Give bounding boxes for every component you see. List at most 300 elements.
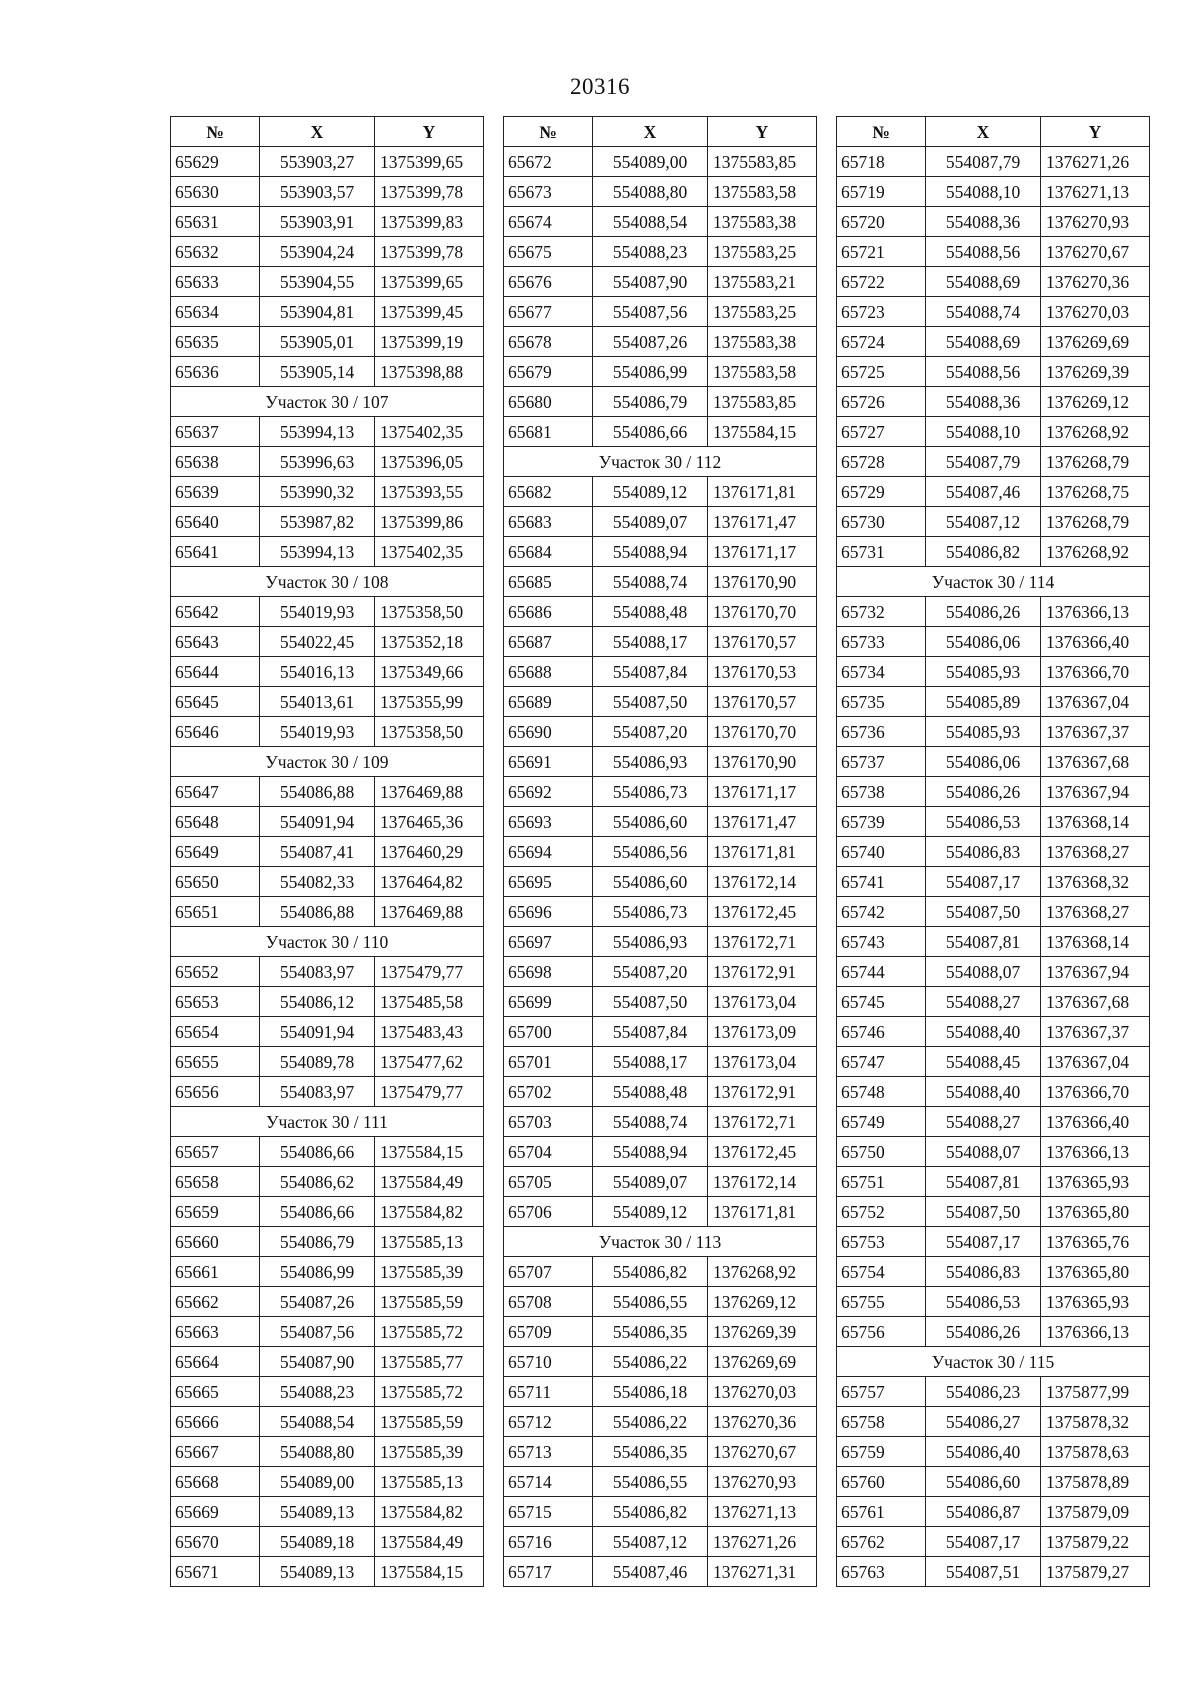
y-coordinate-cell: 1376172,71 bbox=[708, 927, 817, 957]
point-number-cell: 65652 bbox=[171, 957, 260, 987]
point-number-cell: 65656 bbox=[171, 1077, 260, 1107]
point-number-cell: 65744 bbox=[837, 957, 926, 987]
y-coordinate-cell: 1376464,82 bbox=[375, 867, 484, 897]
table-row bbox=[837, 657, 1150, 687]
x-coordinate-cell: 554086,99 bbox=[260, 1257, 375, 1287]
table-row bbox=[837, 717, 1150, 747]
point-number-cell: 65633 bbox=[171, 267, 260, 297]
point-number-cell: 65667 bbox=[171, 1437, 260, 1467]
point-number-cell: 65675 bbox=[504, 237, 593, 267]
x-coordinate-cell: 554087,17 bbox=[926, 1527, 1041, 1557]
y-coordinate-cell: 1376171,17 bbox=[708, 777, 817, 807]
x-coordinate-cell: 554087,79 bbox=[926, 147, 1041, 177]
point-number-cell: 65702 bbox=[504, 1077, 593, 1107]
page-number: 20316 bbox=[570, 74, 630, 99]
y-coordinate-cell: 1375584,49 bbox=[375, 1527, 484, 1557]
table-row bbox=[504, 207, 817, 237]
y-coordinate-cell: 1376365,80 bbox=[1041, 1257, 1150, 1287]
y-coordinate-cell: 1376365,76 bbox=[1041, 1227, 1150, 1257]
table-row bbox=[504, 1047, 817, 1077]
point-number-cell: 65748 bbox=[837, 1077, 926, 1107]
point-number-cell: 65710 bbox=[504, 1347, 593, 1377]
x-coordinate-cell: 554085,93 bbox=[926, 657, 1041, 687]
point-number-cell: 65724 bbox=[837, 327, 926, 357]
point-number-cell: 65693 bbox=[504, 807, 593, 837]
section-row bbox=[504, 447, 817, 477]
y-coordinate-cell: 1375583,85 bbox=[708, 147, 817, 177]
point-number-cell: 65631 bbox=[171, 207, 260, 237]
table-row bbox=[837, 957, 1150, 987]
table-row bbox=[504, 537, 817, 567]
coordinate-table-2 bbox=[503, 116, 817, 1587]
x-coordinate-cell: 554086,88 bbox=[260, 777, 375, 807]
x-coordinate-cell: 554083,97 bbox=[260, 957, 375, 987]
x-coordinate-cell: 554089,07 bbox=[593, 1167, 708, 1197]
point-number-cell: 65678 bbox=[504, 327, 593, 357]
y-coordinate-cell: 1375583,85 bbox=[708, 387, 817, 417]
x-coordinate-cell: 553903,27 bbox=[260, 147, 375, 177]
table-row bbox=[504, 1167, 817, 1197]
x-coordinate-cell: 554086,93 bbox=[593, 747, 708, 777]
x-coordinate-cell: 554086,56 bbox=[593, 837, 708, 867]
point-number-cell: 65714 bbox=[504, 1467, 593, 1497]
x-coordinate-cell: 553903,57 bbox=[260, 177, 375, 207]
section-title: Участок 30 / 110 bbox=[171, 927, 484, 957]
x-coordinate-cell: 554086,79 bbox=[260, 1227, 375, 1257]
y-coordinate-cell: 1376269,69 bbox=[1041, 327, 1150, 357]
point-number-cell: 65677 bbox=[504, 297, 593, 327]
table-row bbox=[837, 357, 1150, 387]
point-number-cell: 65670 bbox=[171, 1527, 260, 1557]
point-number-cell: 65732 bbox=[837, 597, 926, 627]
x-coordinate-cell: 554087,20 bbox=[593, 717, 708, 747]
point-number-cell: 65655 bbox=[171, 1047, 260, 1077]
point-number-cell: 65665 bbox=[171, 1377, 260, 1407]
header-row bbox=[504, 117, 817, 147]
x-coordinate-cell: 554086,26 bbox=[926, 597, 1041, 627]
point-number-cell: 65711 bbox=[504, 1377, 593, 1407]
x-coordinate-cell: 554088,54 bbox=[593, 207, 708, 237]
y-coordinate-cell: 1376269,39 bbox=[708, 1317, 817, 1347]
x-coordinate-cell: 554086,26 bbox=[926, 1317, 1041, 1347]
y-coordinate-cell: 1375585,13 bbox=[375, 1467, 484, 1497]
point-number-cell: 65720 bbox=[837, 207, 926, 237]
table-row bbox=[837, 297, 1150, 327]
section-row bbox=[837, 1347, 1150, 1377]
x-coordinate-cell: 554089,07 bbox=[593, 507, 708, 537]
table-row bbox=[171, 1347, 484, 1377]
y-coordinate-cell: 1375585,72 bbox=[375, 1377, 484, 1407]
header-number: № bbox=[837, 117, 926, 147]
table-row bbox=[171, 1437, 484, 1467]
table-row bbox=[837, 807, 1150, 837]
point-number-cell: 65687 bbox=[504, 627, 593, 657]
table-row bbox=[504, 687, 817, 717]
x-coordinate-cell: 554088,40 bbox=[926, 1077, 1041, 1107]
x-coordinate-cell: 554087,26 bbox=[260, 1287, 375, 1317]
table-row bbox=[837, 1437, 1150, 1467]
point-number-cell: 65692 bbox=[504, 777, 593, 807]
table-row bbox=[504, 1407, 817, 1437]
point-number-cell: 65651 bbox=[171, 897, 260, 927]
point-number-cell: 65673 bbox=[504, 177, 593, 207]
header-y: Y bbox=[1041, 117, 1150, 147]
table-row bbox=[171, 1377, 484, 1407]
table-row bbox=[504, 1467, 817, 1497]
y-coordinate-cell: 1375393,55 bbox=[375, 477, 484, 507]
y-coordinate-cell: 1376170,70 bbox=[708, 597, 817, 627]
y-coordinate-cell: 1376367,68 bbox=[1041, 747, 1150, 777]
header-number: № bbox=[171, 117, 260, 147]
x-coordinate-cell: 554088,27 bbox=[926, 987, 1041, 1017]
table-row bbox=[504, 777, 817, 807]
x-coordinate-cell: 554087,20 bbox=[593, 957, 708, 987]
table-row bbox=[171, 1227, 484, 1257]
y-coordinate-cell: 1375583,58 bbox=[708, 357, 817, 387]
table-row bbox=[837, 1167, 1150, 1197]
y-coordinate-cell: 1376271,26 bbox=[1041, 147, 1150, 177]
point-number-cell: 65725 bbox=[837, 357, 926, 387]
y-coordinate-cell: 1375583,58 bbox=[708, 177, 817, 207]
x-coordinate-cell: 554091,94 bbox=[260, 1017, 375, 1047]
point-number-cell: 65674 bbox=[504, 207, 593, 237]
y-coordinate-cell: 1376368,14 bbox=[1041, 807, 1150, 837]
table-row bbox=[504, 387, 817, 417]
table-row bbox=[837, 1197, 1150, 1227]
x-coordinate-cell: 554022,45 bbox=[260, 627, 375, 657]
point-number-cell: 65753 bbox=[837, 1227, 926, 1257]
table-row bbox=[171, 237, 484, 267]
point-number-cell: 65752 bbox=[837, 1197, 926, 1227]
x-coordinate-cell: 554086,82 bbox=[593, 1497, 708, 1527]
x-coordinate-cell: 554086,66 bbox=[260, 1137, 375, 1167]
point-number-cell: 65683 bbox=[504, 507, 593, 537]
x-coordinate-cell: 554086,06 bbox=[926, 747, 1041, 777]
table-row bbox=[504, 807, 817, 837]
point-number-cell: 65672 bbox=[504, 147, 593, 177]
table-row bbox=[171, 207, 484, 237]
table-row bbox=[837, 987, 1150, 1017]
table-row bbox=[837, 387, 1150, 417]
point-number-cell: 65666 bbox=[171, 1407, 260, 1437]
y-coordinate-cell: 1375399,78 bbox=[375, 177, 484, 207]
y-coordinate-cell: 1375585,39 bbox=[375, 1257, 484, 1287]
table-row bbox=[837, 147, 1150, 177]
table-row bbox=[837, 837, 1150, 867]
y-coordinate-cell: 1375398,88 bbox=[375, 357, 484, 387]
y-coordinate-cell: 1375585,13 bbox=[375, 1227, 484, 1257]
table-row bbox=[171, 1137, 484, 1167]
x-coordinate-cell: 553903,91 bbox=[260, 207, 375, 237]
table-row bbox=[171, 1017, 484, 1047]
point-number-cell: 65661 bbox=[171, 1257, 260, 1287]
point-number-cell: 65635 bbox=[171, 327, 260, 357]
table-row bbox=[837, 1407, 1150, 1437]
y-coordinate-cell: 1375585,39 bbox=[375, 1437, 484, 1467]
x-coordinate-cell: 554088,74 bbox=[593, 567, 708, 597]
x-coordinate-cell: 554082,33 bbox=[260, 867, 375, 897]
x-coordinate-cell: 554088,07 bbox=[926, 957, 1041, 987]
y-coordinate-cell: 1375584,82 bbox=[375, 1197, 484, 1227]
x-coordinate-cell: 554088,69 bbox=[926, 327, 1041, 357]
table-row bbox=[171, 717, 484, 747]
y-coordinate-cell: 1376268,92 bbox=[708, 1257, 817, 1287]
x-coordinate-cell: 554019,93 bbox=[260, 597, 375, 627]
section-row bbox=[504, 1227, 817, 1257]
point-number-cell: 65695 bbox=[504, 867, 593, 897]
x-coordinate-cell: 554086,53 bbox=[926, 1287, 1041, 1317]
point-number-cell: 65731 bbox=[837, 537, 926, 567]
y-coordinate-cell: 1376171,81 bbox=[708, 477, 817, 507]
table-row bbox=[504, 177, 817, 207]
point-number-cell: 65644 bbox=[171, 657, 260, 687]
x-coordinate-cell: 554087,17 bbox=[926, 1227, 1041, 1257]
point-number-cell: 65718 bbox=[837, 147, 926, 177]
x-coordinate-cell: 554088,45 bbox=[926, 1047, 1041, 1077]
x-coordinate-cell: 554086,12 bbox=[260, 987, 375, 1017]
table-row bbox=[171, 837, 484, 867]
x-coordinate-cell: 554086,23 bbox=[926, 1377, 1041, 1407]
table-row bbox=[837, 207, 1150, 237]
header-row bbox=[171, 117, 484, 147]
table-row bbox=[504, 747, 817, 777]
x-coordinate-cell: 554088,27 bbox=[926, 1107, 1041, 1137]
x-coordinate-cell: 554089,12 bbox=[593, 1197, 708, 1227]
section-row bbox=[171, 1107, 484, 1137]
table-row bbox=[837, 417, 1150, 447]
table-row bbox=[504, 717, 817, 747]
y-coordinate-cell: 1376172,14 bbox=[708, 867, 817, 897]
y-coordinate-cell: 1376172,71 bbox=[708, 1107, 817, 1137]
table-row bbox=[504, 867, 817, 897]
point-number-cell: 65638 bbox=[171, 447, 260, 477]
point-number-cell: 65715 bbox=[504, 1497, 593, 1527]
y-coordinate-cell: 1376365,93 bbox=[1041, 1167, 1150, 1197]
point-number-cell: 65659 bbox=[171, 1197, 260, 1227]
table-row bbox=[837, 1377, 1150, 1407]
y-coordinate-cell: 1376270,93 bbox=[1041, 207, 1150, 237]
table-row bbox=[504, 927, 817, 957]
y-coordinate-cell: 1375583,38 bbox=[708, 327, 817, 357]
point-number-cell: 65663 bbox=[171, 1317, 260, 1347]
y-coordinate-cell: 1375583,25 bbox=[708, 297, 817, 327]
point-number-cell: 65719 bbox=[837, 177, 926, 207]
x-coordinate-cell: 554016,13 bbox=[260, 657, 375, 687]
table-row bbox=[504, 897, 817, 927]
point-number-cell: 65726 bbox=[837, 387, 926, 417]
x-coordinate-cell: 554091,94 bbox=[260, 807, 375, 837]
point-number-cell: 65730 bbox=[837, 507, 926, 537]
point-number-cell: 65640 bbox=[171, 507, 260, 537]
y-coordinate-cell: 1375358,50 bbox=[375, 717, 484, 747]
point-number-cell: 65680 bbox=[504, 387, 593, 417]
section-row bbox=[171, 567, 484, 597]
x-coordinate-cell: 554089,12 bbox=[593, 477, 708, 507]
table-row bbox=[837, 267, 1150, 297]
x-coordinate-cell: 554088,10 bbox=[926, 417, 1041, 447]
point-number-cell: 65741 bbox=[837, 867, 926, 897]
table-row bbox=[171, 1047, 484, 1077]
y-coordinate-cell: 1376172,45 bbox=[708, 1137, 817, 1167]
x-coordinate-cell: 554086,22 bbox=[593, 1347, 708, 1377]
x-coordinate-cell: 554087,46 bbox=[593, 1557, 708, 1587]
section-title: Участок 30 / 112 bbox=[504, 447, 817, 477]
x-coordinate-cell: 554089,13 bbox=[260, 1497, 375, 1527]
point-number-cell: 65662 bbox=[171, 1287, 260, 1317]
x-coordinate-cell: 554088,48 bbox=[593, 597, 708, 627]
point-number-cell: 65759 bbox=[837, 1437, 926, 1467]
y-coordinate-cell: 1376469,88 bbox=[375, 777, 484, 807]
y-coordinate-cell: 1376171,17 bbox=[708, 537, 817, 567]
x-coordinate-cell: 553994,13 bbox=[260, 537, 375, 567]
y-coordinate-cell: 1375878,63 bbox=[1041, 1437, 1150, 1467]
table-row bbox=[837, 1287, 1150, 1317]
point-number-cell: 65742 bbox=[837, 897, 926, 927]
y-coordinate-cell: 1375399,78 bbox=[375, 237, 484, 267]
point-number-cell: 65708 bbox=[504, 1287, 593, 1317]
y-coordinate-cell: 1376368,27 bbox=[1041, 837, 1150, 867]
point-number-cell: 65648 bbox=[171, 807, 260, 837]
point-number-cell: 65700 bbox=[504, 1017, 593, 1047]
x-coordinate-cell: 554087,84 bbox=[593, 657, 708, 687]
table-row bbox=[504, 1287, 817, 1317]
x-coordinate-cell: 554087,56 bbox=[593, 297, 708, 327]
table-row bbox=[171, 507, 484, 537]
x-coordinate-cell: 554088,17 bbox=[593, 1047, 708, 1077]
x-coordinate-cell: 554086,83 bbox=[926, 1257, 1041, 1287]
point-number-cell: 65747 bbox=[837, 1047, 926, 1077]
y-coordinate-cell: 1376269,12 bbox=[1041, 387, 1150, 417]
point-number-cell: 65676 bbox=[504, 267, 593, 297]
x-coordinate-cell: 554086,99 bbox=[593, 357, 708, 387]
point-number-cell: 65706 bbox=[504, 1197, 593, 1227]
y-coordinate-cell: 1376268,79 bbox=[1041, 447, 1150, 477]
x-coordinate-cell: 554086,79 bbox=[593, 387, 708, 417]
point-number-cell: 65686 bbox=[504, 597, 593, 627]
point-number-cell: 65709 bbox=[504, 1317, 593, 1347]
point-number-cell: 65646 bbox=[171, 717, 260, 747]
x-coordinate-cell: 554088,94 bbox=[593, 1137, 708, 1167]
x-coordinate-cell: 554086,60 bbox=[926, 1467, 1041, 1497]
point-number-cell: 65654 bbox=[171, 1017, 260, 1047]
x-coordinate-cell: 554086,87 bbox=[926, 1497, 1041, 1527]
y-coordinate-cell: 1376269,39 bbox=[1041, 357, 1150, 387]
table-row bbox=[504, 567, 817, 597]
table-row bbox=[171, 897, 484, 927]
table-row bbox=[504, 1527, 817, 1557]
point-number-cell: 65690 bbox=[504, 717, 593, 747]
point-number-cell: 65682 bbox=[504, 477, 593, 507]
y-coordinate-cell: 1375396,05 bbox=[375, 447, 484, 477]
point-number-cell: 65629 bbox=[171, 147, 260, 177]
table-row bbox=[504, 1497, 817, 1527]
y-coordinate-cell: 1376460,29 bbox=[375, 837, 484, 867]
y-coordinate-cell: 1376366,40 bbox=[1041, 627, 1150, 657]
y-coordinate-cell: 1376365,93 bbox=[1041, 1287, 1150, 1317]
table-row bbox=[837, 237, 1150, 267]
y-coordinate-cell: 1375584,49 bbox=[375, 1167, 484, 1197]
table-row bbox=[171, 957, 484, 987]
section-title: Участок 30 / 115 bbox=[837, 1347, 1150, 1377]
x-coordinate-cell: 554086,66 bbox=[260, 1197, 375, 1227]
point-number-cell: 65636 bbox=[171, 357, 260, 387]
section-title: Участок 30 / 114 bbox=[837, 567, 1150, 597]
y-coordinate-cell: 1375479,77 bbox=[375, 1077, 484, 1107]
y-coordinate-cell: 1375399,65 bbox=[375, 267, 484, 297]
x-coordinate-cell: 554086,35 bbox=[593, 1437, 708, 1467]
y-coordinate-cell: 1375399,19 bbox=[375, 327, 484, 357]
y-coordinate-cell: 1375585,77 bbox=[375, 1347, 484, 1377]
table-row bbox=[504, 147, 817, 177]
x-coordinate-cell: 554087,17 bbox=[926, 867, 1041, 897]
point-number-cell: 65763 bbox=[837, 1557, 926, 1587]
point-number-cell: 65762 bbox=[837, 1527, 926, 1557]
x-coordinate-cell: 554087,51 bbox=[926, 1557, 1041, 1587]
x-coordinate-cell: 554087,50 bbox=[926, 1197, 1041, 1227]
x-coordinate-cell: 554088,80 bbox=[260, 1437, 375, 1467]
y-coordinate-cell: 1376271,31 bbox=[708, 1557, 817, 1587]
section-title: Участок 30 / 111 bbox=[171, 1107, 484, 1137]
point-number-cell: 65689 bbox=[504, 687, 593, 717]
table-row bbox=[171, 1257, 484, 1287]
x-coordinate-cell: 554086,06 bbox=[926, 627, 1041, 657]
table-row bbox=[171, 1467, 484, 1497]
table-row bbox=[171, 657, 484, 687]
x-coordinate-cell: 554019,93 bbox=[260, 717, 375, 747]
x-coordinate-cell: 554088,94 bbox=[593, 537, 708, 567]
point-number-cell: 65705 bbox=[504, 1167, 593, 1197]
table-row bbox=[171, 267, 484, 297]
y-coordinate-cell: 1376173,04 bbox=[708, 1047, 817, 1077]
x-coordinate-cell: 554087,26 bbox=[593, 327, 708, 357]
y-coordinate-cell: 1375585,72 bbox=[375, 1317, 484, 1347]
table-row bbox=[504, 1557, 817, 1587]
point-number-cell: 65649 bbox=[171, 837, 260, 867]
y-coordinate-cell: 1375479,77 bbox=[375, 957, 484, 987]
x-coordinate-cell: 554089,13 bbox=[260, 1557, 375, 1587]
table-row bbox=[837, 1317, 1150, 1347]
y-coordinate-cell: 1375584,15 bbox=[708, 417, 817, 447]
y-coordinate-cell: 1376367,37 bbox=[1041, 1017, 1150, 1047]
y-coordinate-cell: 1375358,50 bbox=[375, 597, 484, 627]
coordinate-table-1 bbox=[170, 116, 484, 1587]
x-coordinate-cell: 554086,62 bbox=[260, 1167, 375, 1197]
y-coordinate-cell: 1376172,45 bbox=[708, 897, 817, 927]
point-number-cell: 65671 bbox=[171, 1557, 260, 1587]
x-coordinate-cell: 553905,01 bbox=[260, 327, 375, 357]
table-row bbox=[837, 1047, 1150, 1077]
y-coordinate-cell: 1375402,35 bbox=[375, 537, 484, 567]
table-row bbox=[837, 1227, 1150, 1257]
y-coordinate-cell: 1375485,58 bbox=[375, 987, 484, 1017]
point-number-cell: 65653 bbox=[171, 987, 260, 1017]
table-row bbox=[171, 597, 484, 627]
x-coordinate-cell: 554086,82 bbox=[926, 537, 1041, 567]
point-number-cell: 65754 bbox=[837, 1257, 926, 1287]
point-number-cell: 65739 bbox=[837, 807, 926, 837]
table-row bbox=[171, 447, 484, 477]
y-coordinate-cell: 1375584,15 bbox=[375, 1137, 484, 1167]
y-coordinate-cell: 1375399,86 bbox=[375, 507, 484, 537]
point-number-cell: 65758 bbox=[837, 1407, 926, 1437]
point-number-cell: 65734 bbox=[837, 657, 926, 687]
table-row bbox=[504, 837, 817, 867]
x-coordinate-cell: 554089,18 bbox=[260, 1527, 375, 1557]
point-number-cell: 65760 bbox=[837, 1467, 926, 1497]
x-coordinate-cell: 554086,26 bbox=[926, 777, 1041, 807]
y-coordinate-cell: 1375399,65 bbox=[375, 147, 484, 177]
y-coordinate-cell: 1375877,99 bbox=[1041, 1377, 1150, 1407]
